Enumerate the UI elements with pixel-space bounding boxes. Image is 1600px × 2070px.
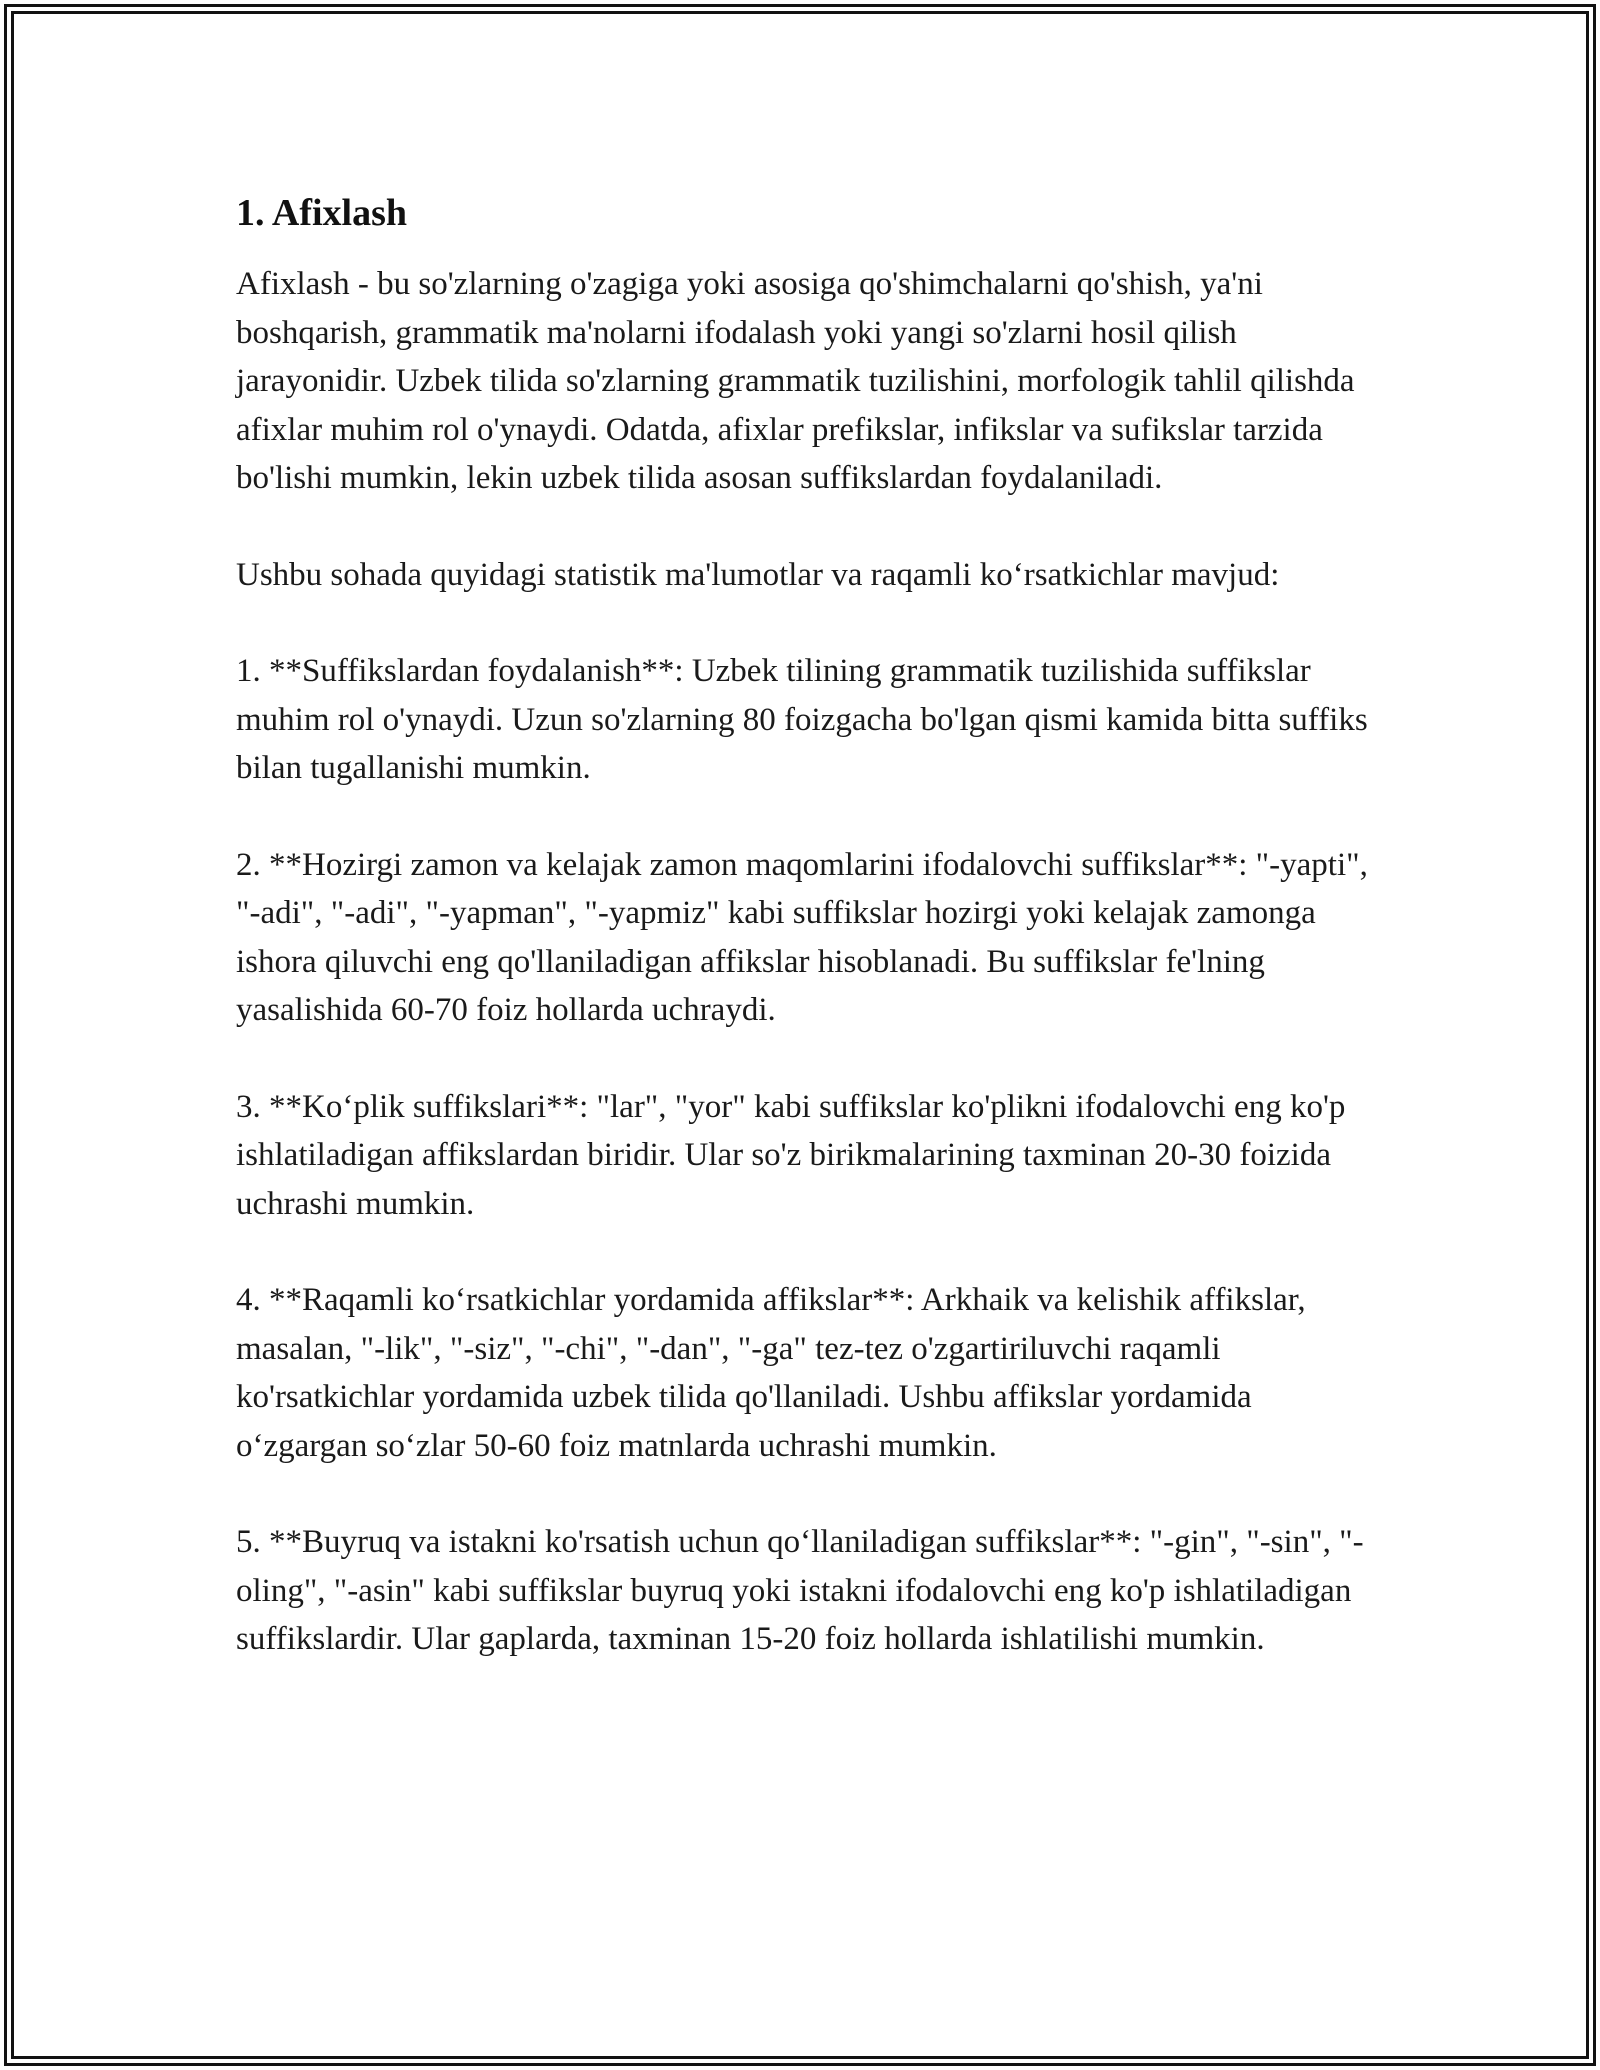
list-item-2: 2. **Hozirgi zamon va kelajak zamon maqomlarini ifodalovchi suffikslar**: "-yapti", "-adi", "-adi", "-yapman", "-yapmiz" kabi suffikslar hozirgi yoki kelajak zamonga ishora qiluvchi eng qo'llaniladigan affikslar hisoblanadi. Bu suffikslar fe'lning yasalishida 60-70 foiz hollarda uchraydi. [236,846,1368,1028]
intro-paragraph: Afixlash - bu so'zlarning o'zagiga yoki asosiga qo'shimchalarni qo'shish, ya'ni boshqarish, grammatik ma'nolarni ifodalash yoki yangi so'zlarni hosil qilish jarayonidir. Uzbek tilida so'zlarning grammatik tuzilishini, morfologik tahlil qilishda afixlar muhim rol o'ynaydi. Odatda, afixlar prefikslar, infikslar va sufikslar tarzida bo'lishi mumkin, lekin uzbek tilida asosan suffikslardan foydalaniladi. [236,266,1355,496]
list-item-4: 4. **Raqamli ko‘rsatkichlar yordamida affikslar**: Arkhaik va kelishik affikslar, masalan, "-lik", "-siz", "-chi", "-dan", "-ga" tez-tez o'zgartiriluvchi raqamli ko'rsatkichlar yordamida uzbek tilida qo'llaniladi. Ushbu affikslar yordamida o‘zgargan so‘zlar 50-60 foiz matnlarda uchrashi mumkin. [236,1282,1306,1464]
document-body [236,186,1386,1712]
section-title: 1. Afixlash [236,192,408,234]
list-item-1: 1. **Suffikslardan foydalanish**: Uzbek tilining grammatik tuzilishida suffikslar muhim rol o'ynaydi. Uzun so'zlarning 80 foizgacha bo'lgan qismi kamida bitta suffiks bilan tugallanishi mumkin. [236,653,1368,786]
stats-intro-paragraph: Ushbu sohada quyidagi statistik ma'lumotlar va raqamli ko‘rsatkichlar mavjud: [236,556,1280,593]
list-item-5: 5. **Buyruq va istakni ko'rsatish uchun qo‘llaniladigan suffikslar**: "-gin", "-sin", "-oling", "-asin" kabi suffikslar buyruq yoki istakni ifodalovchi eng ko'p ishlatiladigan suffikslardir. Ular gaplarda, taxminan 15-20 foiz hollarda ishlatilishi mumkin. [236,1524,1364,1657]
list-item-3: 3. **Ko‘plik suffikslari**: "lar", "yor" kabi suffikslar ko'plikni ifodalovchi eng ko'p ishlatiladigan affikslardan biridir. Ular so'z birikmalarining taxminan 20-30 foizida uchrashi mumkin. [236,1088,1346,1222]
